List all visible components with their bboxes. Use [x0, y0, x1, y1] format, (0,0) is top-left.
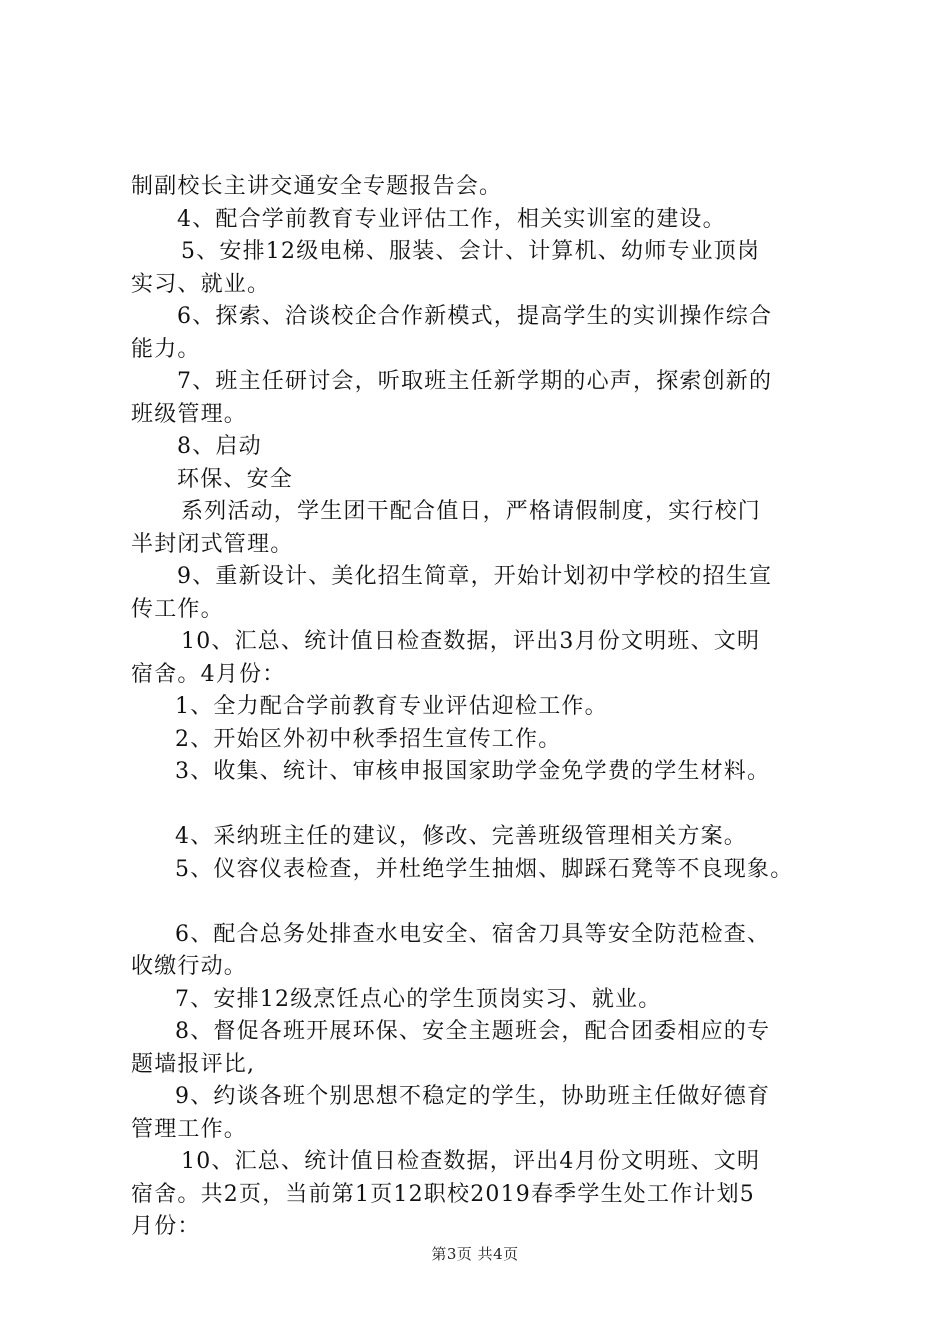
text-line: 传工作。 [131, 596, 224, 622]
text-line: 5、仪容仪表检查，并杜绝学生抽烟、脚踩石凳等不良现象。 [175, 856, 794, 882]
document-body [131, 171, 843, 1244]
text-line: 环保、安全 [177, 466, 294, 492]
text-line: 7、班主任研讨会，听取班主任新学期的心声，探索创新的 [177, 369, 773, 394]
text-line: 2、开始区外初中秋季招生宣传工作。 [175, 726, 562, 752]
text-line: 班级管理。 [131, 401, 248, 427]
text-line: 9、约谈各班个别思想不稳定的学生，协助班主任做好德育 [175, 1084, 771, 1109]
text-line: 4、配合学前教育专业评估工作，相关实训室的建设。 [177, 206, 726, 232]
text-line: 4、采纳班主任的建议，修改、完善班级管理相关方案。 [175, 824, 747, 849]
text-line: 系列活动，学生团干配合值日，严格请假制度，实行校门 [181, 499, 762, 524]
text-line: 月份： [131, 1214, 201, 1239]
text-line: 制副校长主讲交通安全专题报告会。 [131, 174, 503, 199]
text-line: 1、全力配合学前教育专业评估迎检工作。 [175, 694, 608, 719]
text-line: 实习、就业。 [131, 271, 271, 297]
text-line: 8、启动 [177, 434, 262, 459]
blank-line [131, 886, 843, 919]
text-line: 管理工作。 [131, 1116, 248, 1142]
text-line: 收缴行动。 [131, 954, 248, 979]
text-line: 3、收集、统计、审核申报国家助学金免学费的学生材料。 [175, 759, 771, 784]
page-footer: 第3页 共4页 [431, 1245, 519, 1263]
text-line: 题墙报评比, [131, 1051, 256, 1077]
text-line: 9、重新设计、美化招生简章，开始计划初中学校的招生宣 [177, 564, 773, 589]
text-line: 宿舍。共2页，当前第1页12职校2019春季学生处工作计划5 [131, 1181, 755, 1207]
text-line: 10、汇总、统计值日检查数据，评出3月份文明班、文明 [181, 629, 761, 654]
text-line: 10、汇总、统计值日检查数据，评出4月份文明班、文明 [181, 1149, 761, 1174]
text-line: 5、安排12级电梯、服装、会计、计算机、幼师专业顶岗 [181, 239, 761, 264]
text-line: 8、督促各班开展环保、安全主题班会，配合团委相应的专 [175, 1019, 771, 1044]
text-line: 半封闭式管理。 [131, 531, 294, 557]
text-line: 6、探索、洽谈校企合作新模式，提高学生的实训操作综合 [177, 304, 773, 329]
blank-line [131, 789, 843, 822]
text-line: 7、安排12级烹饪点心的学生顶岗实习、就业。 [175, 986, 662, 1012]
text-line: 宿舍。4月份： [131, 661, 286, 687]
text-line: 6、配合总务处排查水电安全、宿舍刀具等安全防范检查、 [175, 921, 771, 947]
text-line: 能力。 [131, 336, 201, 362]
